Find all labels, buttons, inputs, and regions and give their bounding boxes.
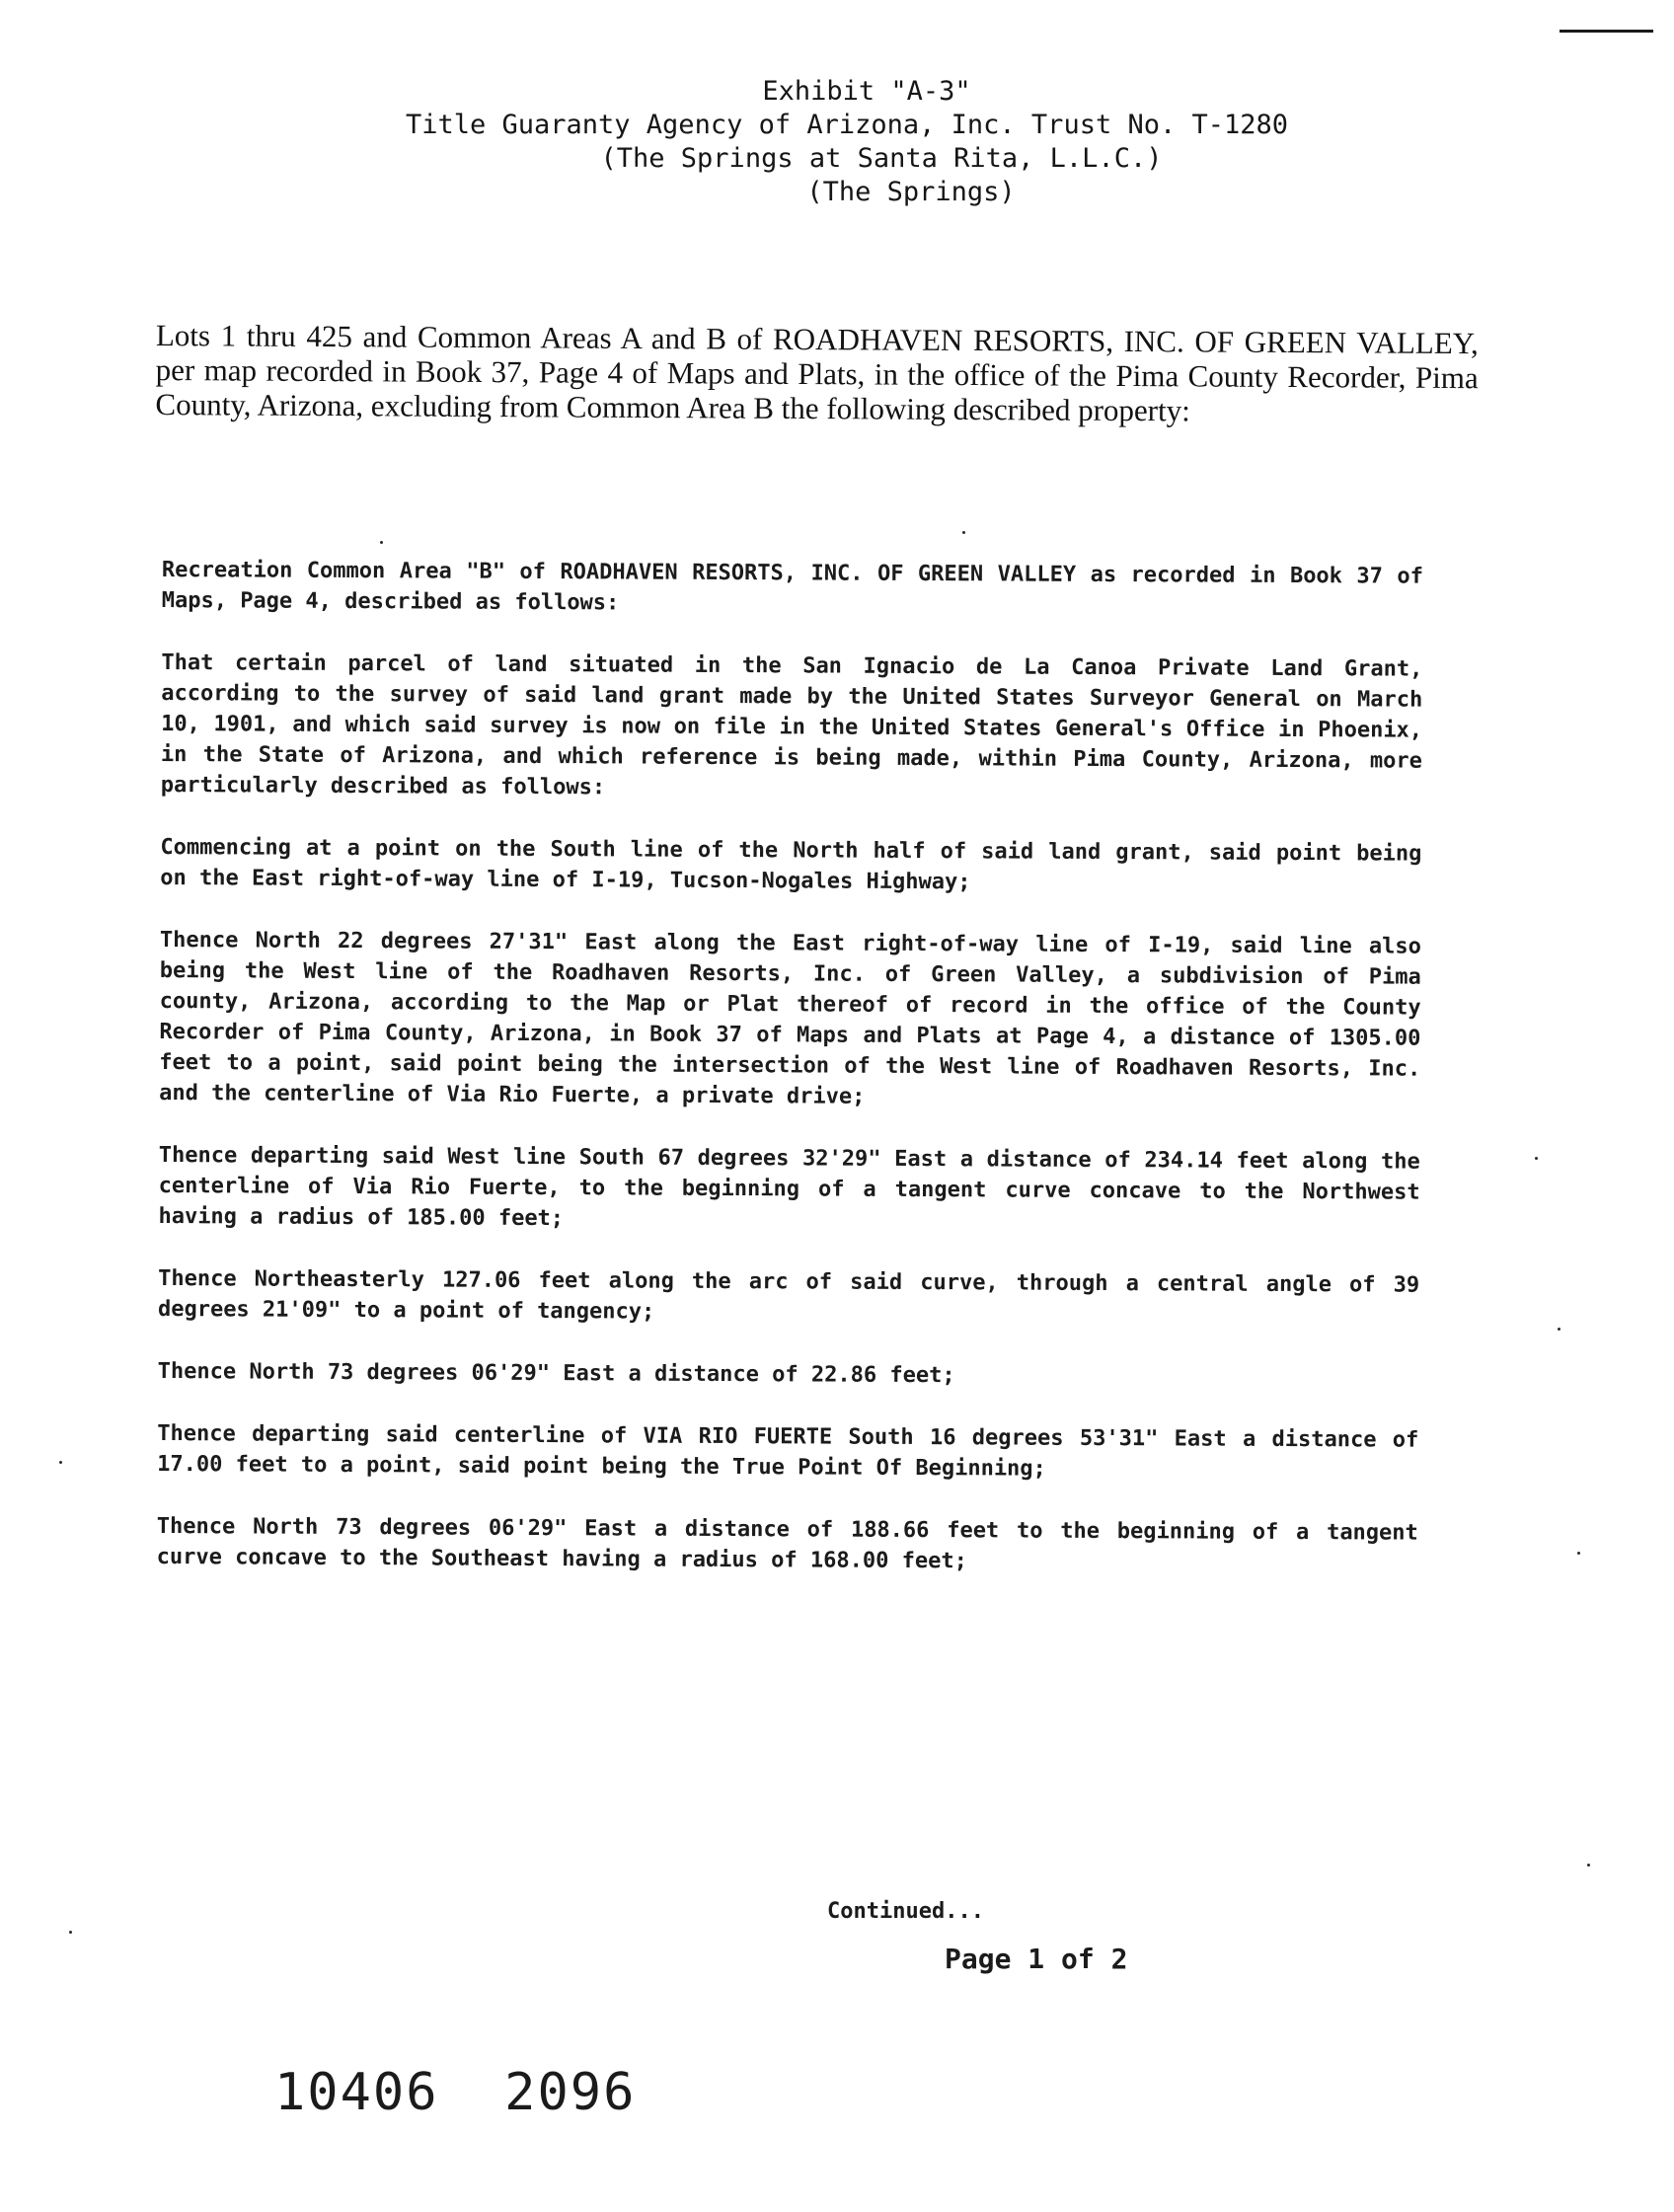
scan-speck: [1558, 1328, 1560, 1331]
scan-speck: [1587, 1864, 1590, 1867]
scan-speck: [69, 1931, 72, 1934]
lots-paragraph: Lots 1 thru 425 and Common Areas A and B of ROADHAVEN RESORTS, INC. OF GREEN VALLEY, per map recorded in Book 37, Page 4 of Maps and Plats, in the office of the Pima County Recorder, Pima County, Arizona, excluding from Common Area B the following described property:: [155, 318, 1479, 428]
scan-speck: [962, 531, 965, 534]
scan-speck: [59, 1461, 62, 1464]
thence-paragraph: Thence Northeasterly 127.06 feet along the arc of said curve, through a central angle of 39 degrees 21'09" to a point of tangency;: [157, 1265, 1420, 1325]
thence-paragraph: Thence North 22 degrees 27'31" East along the East right-of-way line of I-19, said line also being the West line of the Roadhaven Resorts, Inc. of Green Valley, a subdivision of Pima county, Arizona, according to the Map or Plat thereof of record in the office of the County Recorder of Pima County, Arizona, in Book 37 of Maps and Plats at Page 4, a distance of 1305.00 feet to a point, said point being the intersection of the West line of Roadhaven Resorts, Inc. and the centerline of Via Rio Fuerte, a private drive;: [159, 927, 1422, 1109]
springs-line: (The Springs): [806, 177, 1016, 207]
scan-speck: [1577, 1552, 1580, 1555]
parcel-paragraph: That certain parcel of land situated in the San Ignacio de La Canoa Private Land Grant, according to the survey of said land grant made by the United States Surveyor General on March 10, 1901, and which said survey is now on file in the United States General's Office in Phoenix, in the State of Arizona, and which reference is being made, within Pima County, Arizona, more particularly described as follows:: [160, 649, 1423, 801]
thence-paragraph: Thence North 73 degrees 06'29" East a distance of 22.86 feet;: [157, 1358, 955, 1389]
thence-paragraph: Thence North 73 degrees 06'29" East a distance of 188.66 feet to the beginning of a tangent curve concave to the Southeast having a radius of 168.00 feet;: [156, 1513, 1418, 1574]
commencing-paragraph: Commencing at a point on the South line of the North half of said land grant, said point being on the East right-of-way line of I-19, Tucson-Nogales Highway;: [160, 834, 1422, 895]
exhibit-header: [0, 75, 1674, 209]
llc-line: (The Springs at Santa Rita, L.L.C.): [600, 143, 1163, 174]
exhibit-title: Exhibit "A-3": [762, 76, 971, 107]
corner-rule: [1560, 30, 1653, 33]
thence-paragraph: Thence departing said West line South 67 degrees 32'29" East a distance of 234.14 feet along the centerline of Via Rio Fuerte, to the beginning of a tangent curve concave to the Northwest having a radius of 185.00 feet;: [158, 1142, 1420, 1232]
trust-line: Title Guaranty Agency of Arizona, Inc. Trust No. T-1280: [405, 110, 1289, 140]
scan-speck: [380, 541, 383, 544]
continued-note: Continued...: [827, 1899, 984, 1924]
page-number: Page 1 of 2: [945, 1943, 1128, 1975]
scan-speck: [1535, 1157, 1538, 1160]
thence-paragraph: Thence departing said centerline of VIA RIO FUERTE South 16 degrees 53'31" East a distance of 17.00 feet to a point, said point being the True Point Of Beginning;: [157, 1420, 1419, 1482]
recreation-area-paragraph: Recreation Common Area "B" of ROADHAVEN RESORTS, INC. OF GREEN VALLEY as recorded in Book 37 of Maps, Page 4, described as follows:: [161, 557, 1423, 616]
legal-description: [156, 555, 1423, 1611]
recording-number: 10406 2096: [274, 2063, 637, 2122]
